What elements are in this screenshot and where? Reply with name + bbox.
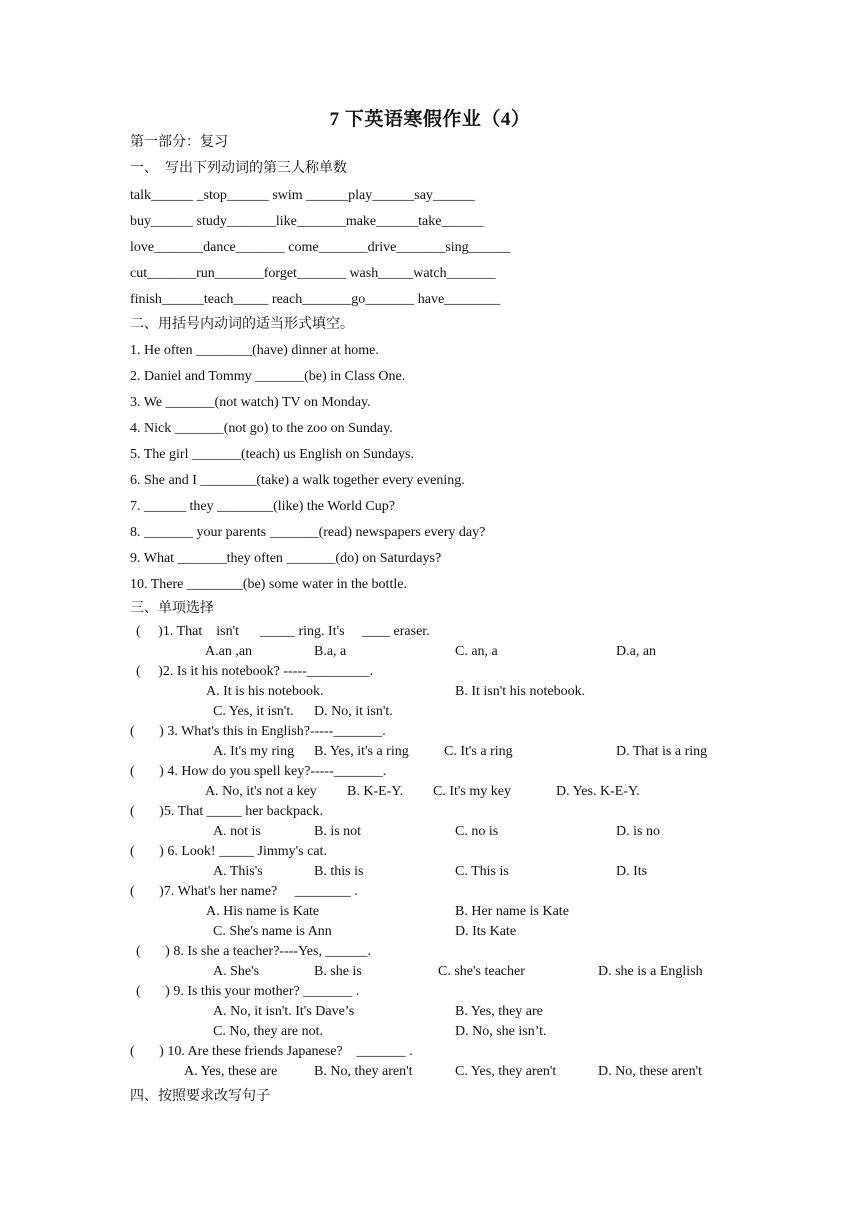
mc-option: A.an ,an: [205, 644, 253, 659]
mc-question: ( )2. Is it his notebook? -----_________.: [136, 664, 374, 679]
mc-option: B. K-E-Y.: [347, 784, 404, 799]
mc-option: A. She's: [213, 964, 260, 979]
mc-option: C. Yes, they aren't: [455, 1064, 557, 1079]
mc-option: A. This's: [213, 864, 263, 879]
mc-option: C. This is: [455, 864, 509, 879]
fill-in-item: 6. She and I ________(take) a walk together every evening.: [130, 473, 465, 488]
page-title: 7 下英语寒假作业（4）: [329, 109, 531, 130]
part-heading: 第一部分：复习: [130, 135, 228, 150]
mc-question: ( ) 4. How do you spell key?-----_______.: [130, 764, 387, 779]
mc-option: B. is not: [314, 824, 362, 839]
fill-in-item: 7. ______ they ________(like) the World Cup?: [130, 499, 395, 514]
mc-question: ( ) 10. Are these friends Japanese? _______ .: [130, 1044, 413, 1059]
mc-option: B. No, they aren't: [314, 1064, 413, 1079]
mc-option: B. this is: [314, 864, 364, 879]
fill-in-item: 10. There ________(be) some water in the bottle.: [130, 577, 407, 592]
mc-option: D. is no: [616, 824, 660, 839]
mc-question: ( ) 9. Is this your mother? _______ .: [136, 984, 360, 999]
mc-question: ( ) 6. Look! _____ Jimmy's cat.: [130, 844, 327, 859]
mc-option: D. she is a English: [598, 964, 703, 979]
fill-in-item: 2. Daniel and Tommy _______(be) in Class One.: [130, 369, 406, 384]
mc-option: A. No, it isn't. It's Dave’s: [213, 1004, 355, 1019]
mc-option: C. It's my key: [433, 784, 511, 799]
mc-option: C. No, they are not.: [213, 1024, 324, 1039]
mc-option: D.a, an: [616, 644, 657, 659]
mc-option: A. Yes, these are: [184, 1064, 278, 1079]
mc-option: C. It's a ring: [444, 744, 513, 759]
section-4-heading: 四、按照要求改写句子: [130, 1089, 270, 1104]
mc-option: D. Its Kate: [455, 924, 517, 939]
mc-option: D. That is a ring: [616, 744, 708, 759]
mc-option: D. No, she isn’t.: [455, 1024, 547, 1039]
mc-option: B.a, a: [314, 644, 347, 659]
mc-option: A. not is: [213, 824, 261, 839]
fill-in-item: 4. Nick _______(not go) to the zoo on Sunday.: [130, 421, 393, 436]
verb-row: talk______ _stop______ swim ______play______say______: [130, 188, 475, 203]
mc-question: ( ) 8. Is she a teacher?----Yes, ______.: [136, 944, 371, 959]
mc-option: B. Her name is Kate: [455, 904, 569, 919]
mc-option: B. It isn't his notebook.: [455, 684, 586, 699]
section-2-heading: 二、用括号内动词的适当形式填空。: [130, 317, 354, 332]
mc-option: B. she is: [314, 964, 362, 979]
section-1-heading: 一、 写出下列动词的第三人称单数: [130, 161, 347, 176]
mc-option: A. His name is Kate: [206, 904, 320, 919]
mc-option: D. No, these aren't: [598, 1064, 702, 1079]
mc-question: ( ) 3. What's this in English?-----_______.: [130, 724, 386, 739]
mc-option: C. Yes, it isn't.: [213, 704, 294, 719]
mc-question: ( )5. That _____ her backpack.: [130, 804, 323, 819]
mc-option: D. Its: [616, 864, 648, 879]
mc-option: A. It is his notebook.: [206, 684, 324, 699]
mc-option: C. an, a: [455, 644, 498, 659]
fill-in-item: 8. _______ your parents _______(read) newspapers every day?: [130, 525, 486, 540]
mc-option: D. Yes. K-E-Y.: [556, 784, 640, 799]
mc-option: B. Yes, they are: [455, 1004, 543, 1019]
mc-option: D. No, it isn't.: [314, 704, 393, 719]
section-3-heading: 三、单项选择: [130, 601, 214, 616]
verb-row: buy______ study_______like_______make______take______: [130, 214, 484, 229]
fill-in-item: 9. What _______they often _______(do) on Saturdays?: [130, 551, 442, 566]
mc-question: ( )1. That isn't _____ ring. It's ____ eraser.: [136, 624, 430, 639]
fill-in-item: 1. He often ________(have) dinner at home.: [130, 343, 379, 358]
fill-in-item: 5. The girl _______(teach) us English on Sundays.: [130, 447, 414, 462]
fill-in-item: 3. We _______(not watch) TV on Monday.: [130, 395, 371, 410]
verb-row: cut_______run_______forget_______ wash_____watch_______: [130, 266, 496, 281]
mc-option: C. She's name is Ann: [213, 924, 332, 939]
mc-option: A. It's my ring: [213, 744, 295, 759]
mc-option: B. Yes, it's a ring: [314, 744, 409, 759]
mc-option: A. No, it's not a key: [205, 784, 317, 799]
mc-question: ( )7. What's her name? ________ .: [130, 884, 358, 899]
verb-row: love_______dance_______ come_______drive_______sing______: [130, 240, 511, 255]
mc-option: C. she's teacher: [438, 964, 525, 979]
mc-option: C. no is: [455, 824, 499, 839]
verb-row: finish______teach_____ reach_______go_______ have________: [130, 292, 501, 307]
